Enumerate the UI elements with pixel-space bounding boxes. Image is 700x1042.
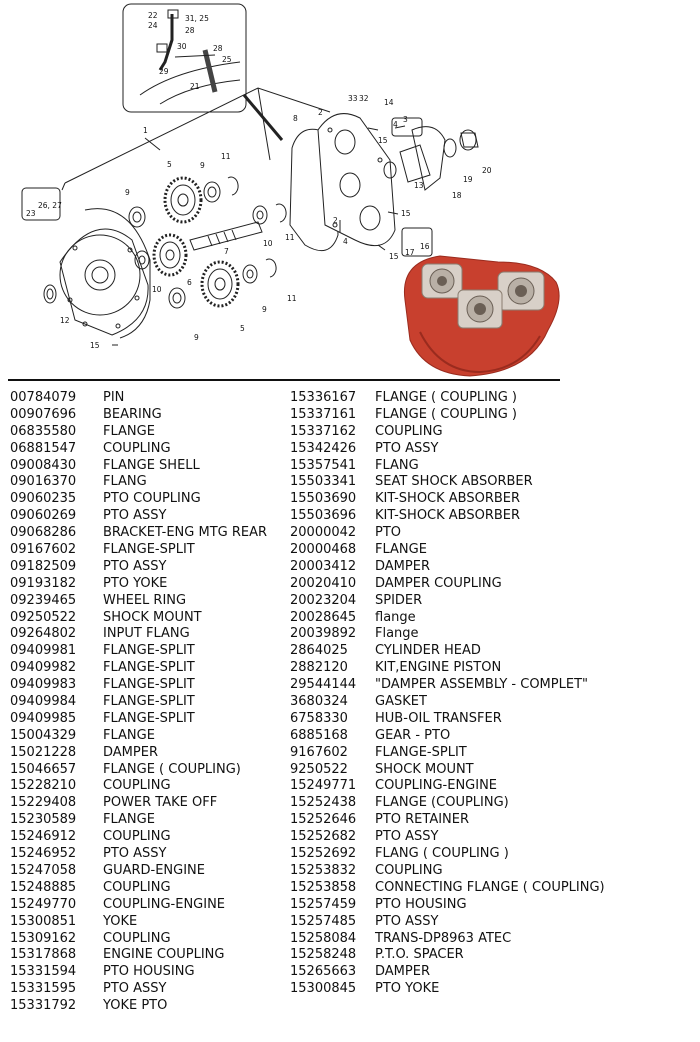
part-description: FLANGE (103, 727, 155, 743)
part-description: PTO COUPLING (103, 491, 201, 507)
part-number: 15342426 (290, 440, 357, 456)
part-description: flange (375, 609, 416, 625)
callout: 15 (389, 252, 399, 261)
callout: 30 (177, 42, 187, 51)
callout: 1 (143, 126, 148, 135)
callout: 28 (213, 44, 223, 53)
callout: 7 (224, 247, 229, 256)
part-description: COUPLING (103, 440, 171, 456)
part-description: PTO HOUSING (103, 964, 195, 980)
callout: 9 (262, 305, 267, 314)
part-number: 15249770 (10, 896, 77, 912)
callout: 11 (221, 152, 231, 161)
part-description: CONNECTING FLANGE ( COUPLING) (375, 879, 605, 895)
part-number: 09167602 (10, 542, 77, 558)
callout: 15 (90, 341, 100, 350)
callout: 20 (482, 166, 492, 175)
part-number: 6885168 (290, 727, 348, 743)
part-description: DAMPER (103, 744, 158, 760)
part-number: 15336167 (290, 390, 357, 405)
part-description: PTO RETAINER (375, 812, 470, 828)
part-number: 6758330 (290, 710, 348, 726)
gear-bottom (202, 262, 238, 306)
part-description: SEAT SHOCK ABSORBER (375, 474, 533, 490)
part-description: PTO ASSY (103, 981, 167, 997)
part-description: Flange (375, 626, 419, 642)
part-description: PTO YOKE (375, 981, 440, 997)
part-description: FLANGE (103, 423, 155, 439)
part-number: 09182509 (10, 558, 77, 574)
part-description: COUPLING (103, 879, 171, 895)
part-number: 15265663 (290, 964, 357, 980)
part-description: PTO ASSY (375, 913, 439, 929)
callout: 3 (403, 115, 408, 124)
part-number: 15248885 (10, 879, 77, 895)
part-number: 15246952 (10, 846, 77, 862)
flange-cover (60, 209, 150, 338)
callout: 26, 27 (38, 201, 62, 210)
callout: 9 (194, 333, 199, 342)
part-description: PTO ASSY (375, 829, 439, 845)
callout: 32 (359, 94, 369, 103)
part-number: 09060235 (10, 491, 77, 507)
part-number: 15258248 (290, 947, 357, 963)
part-description: DAMPER (375, 964, 430, 980)
part-number: 15249771 (290, 778, 357, 794)
part-description: FLANGE (103, 812, 155, 828)
callout: 15 (378, 136, 388, 145)
part-number: 09008430 (10, 457, 77, 473)
callout: 29 (159, 67, 169, 76)
gear-top (165, 178, 201, 222)
callout: 6 (187, 278, 192, 287)
callout: 9 (125, 188, 130, 197)
callout: 25 (222, 55, 232, 64)
part-description: GASKET (375, 694, 427, 710)
part-description: DAMPER COUPLING (375, 575, 502, 591)
part-description: COUPLING-ENGINE (375, 778, 498, 794)
part-number: 20028645 (290, 609, 357, 625)
part-description: PTO (375, 525, 402, 541)
part-number: 15331792 (10, 998, 77, 1014)
part-number: 09193182 (10, 575, 77, 591)
callout: 16 (420, 242, 430, 251)
part-description: HUB-OIL TRANSFER (375, 710, 502, 726)
part-number: 15229408 (10, 795, 77, 811)
callout: 4 (343, 237, 348, 246)
part-number: 06881547 (10, 440, 77, 456)
part-description: SHOCK MOUNT (103, 609, 202, 625)
part-description: BEARING (103, 406, 162, 422)
part-description: FLANGE-SPLIT (103, 542, 195, 558)
part-number: 15253858 (290, 879, 357, 895)
part-description: FLANGE (375, 542, 427, 558)
part-number: 15337162 (290, 423, 357, 439)
part-description: PTO ASSY (103, 846, 167, 862)
part-description: FLANGE ( COUPLING ) (375, 406, 518, 422)
callout: 11 (287, 294, 297, 303)
part-description: YOKE (103, 913, 138, 929)
callout: 23 (26, 209, 36, 218)
part-description: FLANGE ( COUPLING) (103, 761, 241, 777)
callout: 9 (200, 161, 205, 170)
part-number: 09409983 (10, 677, 77, 693)
part-description: "DAMPER ASSEMBLY - COMPLET" (375, 677, 588, 693)
part-number: 15252438 (290, 795, 357, 811)
part-description: COUPLING (375, 423, 443, 439)
part-description: COUPLING (103, 778, 171, 794)
part-number: 15503341 (290, 474, 357, 490)
part-number: 15257485 (290, 913, 357, 929)
part-number: 29544144 (290, 677, 357, 693)
callout: 4 (393, 120, 398, 129)
part-number: 15228210 (10, 778, 77, 794)
part-description: KIT,ENGINE PISTON (375, 660, 502, 676)
part-description: FLANGE (COUPLING) (375, 795, 509, 811)
callout: 17 (405, 248, 415, 257)
part-number: 15004329 (10, 727, 77, 743)
part-number: 15257459 (290, 896, 357, 912)
part-number: 09016370 (10, 474, 77, 490)
callout: 18 (452, 191, 462, 200)
part-description: FLANGE-SPLIT (103, 694, 195, 710)
part-number: 20023204 (290, 592, 357, 608)
part-description: COUPLING (103, 829, 171, 845)
callout: 12 (60, 316, 70, 325)
callout: 15 (401, 209, 411, 218)
part-number: 9250522 (290, 761, 348, 777)
section-divider (8, 379, 560, 381)
part-description: BRACKET-ENG MTG REAR (103, 525, 268, 541)
callout: 22 (148, 11, 158, 20)
part-number: 15252682 (290, 829, 357, 845)
part-number: 15300851 (10, 913, 77, 929)
part-number: 15503690 (290, 491, 357, 507)
part-number: 15247058 (10, 862, 77, 878)
callout: 33 (348, 94, 358, 103)
part-description: FLANGE-SPLIT (103, 643, 195, 659)
part-description: ENGINE COUPLING (103, 947, 225, 963)
part-description: CYLINDER HEAD (375, 643, 481, 659)
part-number: 09409982 (10, 660, 77, 676)
part-number: 15252646 (290, 812, 357, 828)
part-number: 15246912 (10, 829, 77, 845)
callout: 10 (263, 239, 273, 248)
part-description: PTO ASSY (375, 440, 439, 456)
part-number: 2864025 (290, 643, 348, 659)
housing-plate (318, 114, 395, 246)
part-description: GEAR - PTO (375, 727, 451, 743)
part-description: FLANG (103, 474, 147, 490)
callout: 21 (190, 82, 200, 91)
part-description: SHOCK MOUNT (375, 761, 474, 777)
part-number: 20039892 (290, 626, 357, 642)
part-number: 15337161 (290, 406, 357, 422)
part-number: 15253832 (290, 862, 357, 878)
part-number: 00784079 (10, 390, 77, 405)
part-description: YOKE PTO (103, 998, 168, 1014)
part-description: POWER TAKE OFF (103, 795, 218, 811)
part-number: 09409984 (10, 694, 77, 710)
part-number: 15021228 (10, 744, 77, 760)
part-description: PTO ASSY (103, 558, 167, 574)
part-number: 09239465 (10, 592, 77, 608)
part-number: 09060269 (10, 508, 77, 524)
part-description: TRANS-DP8963 ATEC (375, 930, 512, 946)
part-description: SPIDER (375, 592, 423, 608)
part-description: FLANGE ( COUPLING ) (375, 390, 518, 405)
part-number: 15230589 (10, 812, 77, 828)
part-number: 15252692 (290, 846, 357, 862)
part-description: FLANG ( COUPLING ) (375, 846, 509, 862)
part-description: PIN (103, 390, 125, 405)
part-number: 09264802 (10, 626, 77, 642)
part-number: 9167602 (290, 744, 348, 760)
part-description: KIT-SHOCK ABSORBER (375, 508, 521, 524)
part-number: 20000468 (290, 542, 357, 558)
callout: 10 (152, 285, 162, 294)
part-description: P.T.O. SPACER (375, 947, 464, 963)
part-number: 15357541 (290, 457, 357, 473)
callout: 14 (384, 98, 394, 107)
part-number: 09250522 (10, 609, 77, 625)
part-number: 09068286 (10, 525, 77, 541)
callout: 31, 25 (185, 14, 209, 23)
part-description: FLANGE-SPLIT (103, 660, 195, 676)
part-description: COUPLING-ENGINE (103, 896, 226, 912)
part-description: FLANG (375, 457, 419, 473)
part-description: GUARD-ENGINE (103, 862, 206, 878)
callout: 19 (463, 175, 473, 184)
part-number: 15300845 (290, 981, 357, 997)
part-number: 2882120 (290, 660, 348, 676)
callout: 13 (414, 181, 424, 190)
part-description: PTO YOKE (103, 575, 168, 591)
part-number: 15503696 (290, 508, 357, 524)
part-number: 06835580 (10, 423, 77, 439)
part-number: 15309162 (10, 930, 77, 946)
part-number: 15331595 (10, 981, 77, 997)
part-number: 00907696 (10, 406, 77, 422)
part-description: PTO HOUSING (375, 896, 467, 912)
pto-housing-photo (404, 256, 559, 376)
callout: 28 (185, 26, 195, 35)
part-description: INPUT FLANG (103, 626, 190, 642)
part-number: 15331594 (10, 964, 77, 980)
part-number: 09409981 (10, 643, 77, 659)
part-number: 20000042 (290, 525, 357, 541)
callout: 5 (167, 160, 172, 169)
part-description: FLANGE-SPLIT (103, 710, 195, 726)
callout: 2 (333, 216, 338, 225)
part-description: COUPLING (375, 862, 443, 878)
part-description: DAMPER (375, 558, 430, 574)
part-number: 15258084 (290, 930, 357, 946)
part-number: 20020410 (290, 575, 357, 591)
part-description: WHEEL RING (103, 592, 187, 608)
part-number: 20003412 (290, 558, 357, 574)
part-number: 15046657 (10, 761, 77, 777)
part-description: FLANGE-SPLIT (375, 744, 467, 760)
exploded-parts-diagram (0, 0, 700, 380)
part-number: 15317868 (10, 947, 77, 963)
callout: 2 (318, 108, 323, 117)
callout: 11 (285, 233, 295, 242)
part-number: 09409985 (10, 710, 77, 726)
part-description: PTO ASSY (103, 508, 167, 524)
part-description: KIT-SHOCK ABSORBER (375, 491, 521, 507)
callout: 8 (293, 114, 298, 123)
callout: 24 (148, 21, 158, 30)
gear-middle (154, 235, 186, 275)
part-description: FLANGE SHELL (103, 457, 200, 473)
callout: 5 (240, 324, 245, 333)
part-description: COUPLING (103, 930, 171, 946)
part-description: FLANGE-SPLIT (103, 677, 195, 693)
part-number: 3680324 (290, 694, 348, 710)
